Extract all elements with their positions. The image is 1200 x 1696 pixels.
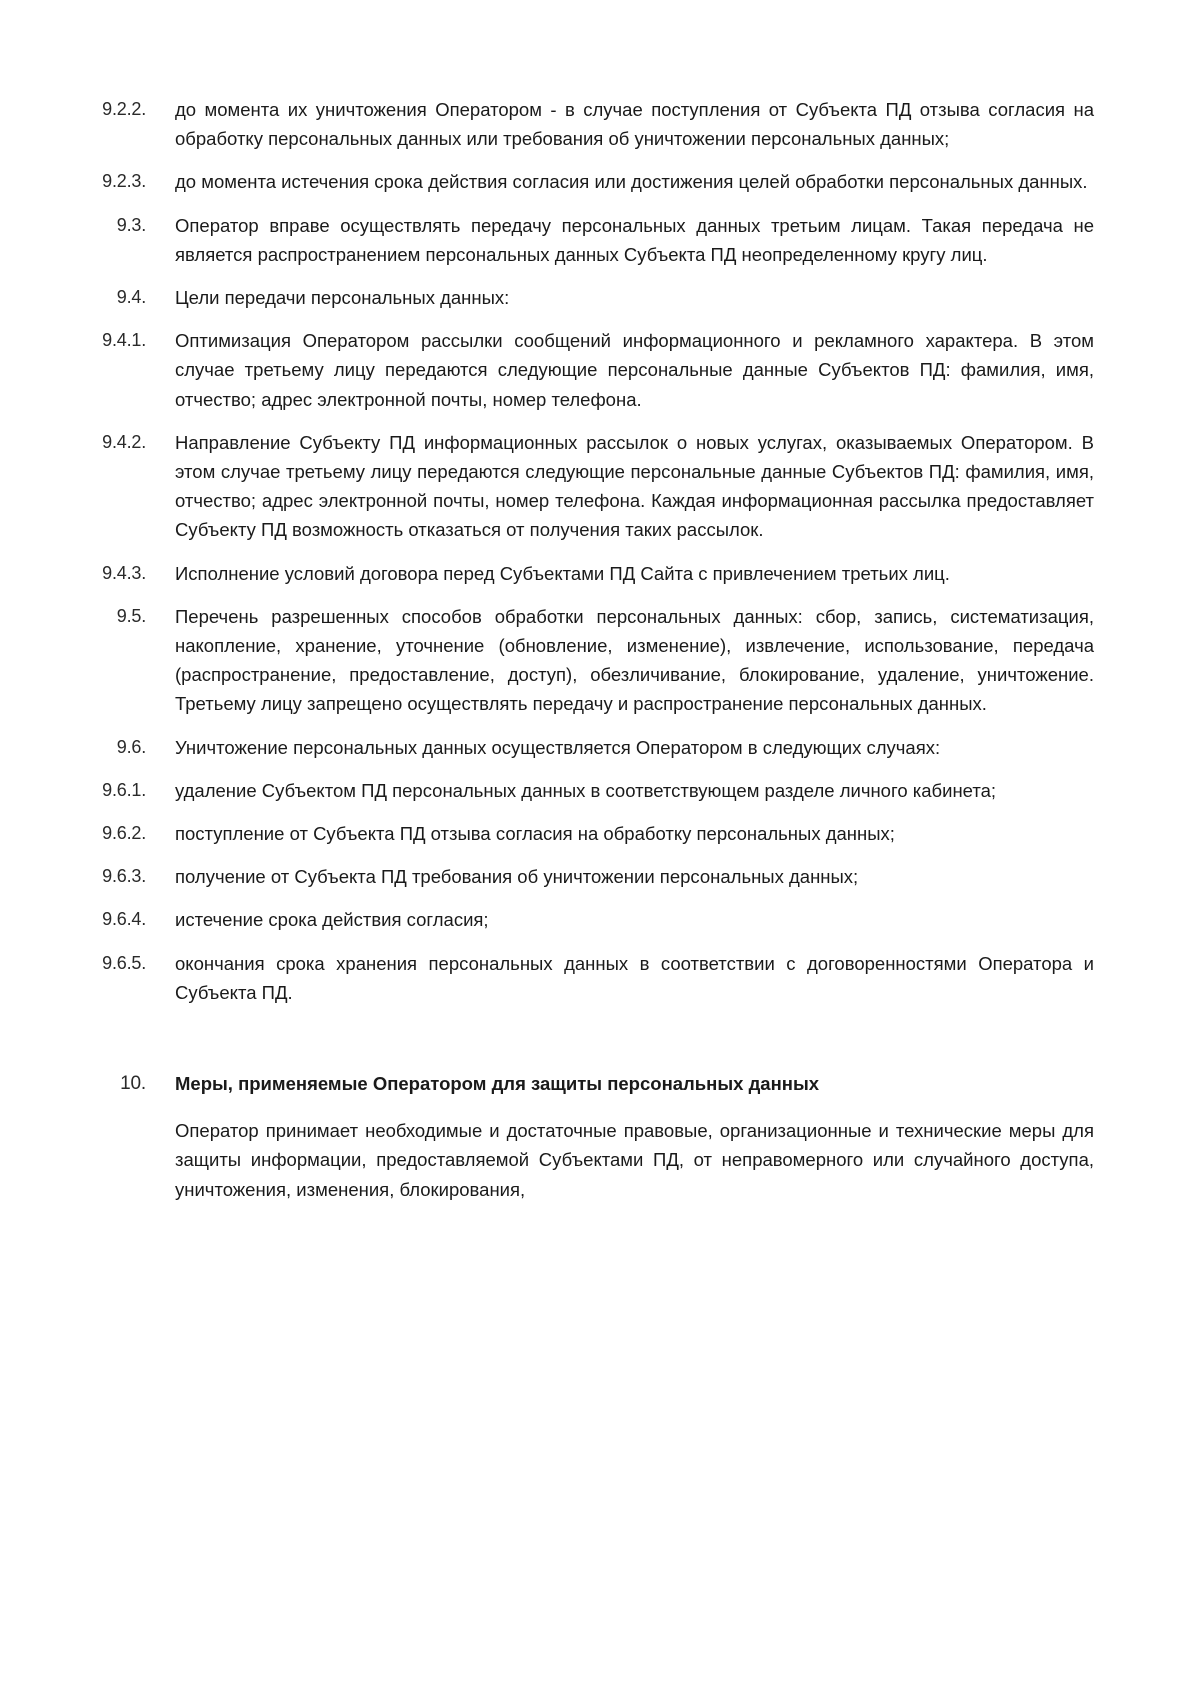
item-text: получение от Субъекта ПД требования об уничтожении персональных данных; — [175, 866, 859, 888]
item-text: Перечень разрешенных способов обработки персональных данных: сбор, запись, систематизация, накопление, хранение, уточнение (обновление, изменение), извлечение, использование, передача (распространение, предоставление, доступ), обезличивание, блокирование, удаление, уничтожение. Третьему лицу запрещено осуществлять передачу и распространение персональных данных. — [175, 605, 1094, 715]
list-item-9-2-2 — [0, 95, 1200, 153]
item-number: 9.6.2. — [102, 823, 146, 844]
item-text: истечение срока действия согласия; — [175, 909, 489, 931]
item-text: Оптимизация Оператором рассылки сообщений информационного и рекламного характера. В этом случае третьему лицу передаются следующие персональные данные Субъектов ПД: фамилия, имя, отчество; адрес электронной почты, номер телефона. — [175, 330, 1094, 410]
list-item-9-5 — [0, 602, 1200, 719]
list-item-9-6-2 — [0, 819, 1200, 848]
item-text: Направление Субъекту ПД информационных рассылок о новых услугах, оказываемых Оператором. В этом случае третьему лицу передаются следующие персональные данные Субъектов ПД: фамилия, имя, отчество; адрес электронной почты, номер телефона. Каждая информационная рассылка предоставляет Субъекту ПД возможность отказаться от получения таких рассылок. — [175, 431, 1094, 541]
item-text: поступление от Субъекта ПД отзыва согласия на обработку персональных данных; — [175, 823, 895, 845]
list-item-9-4-3 — [0, 559, 1200, 588]
item-number: 9.6.5. — [102, 952, 146, 973]
item-number: 9.6.3. — [102, 866, 146, 887]
list-item-9-6-3 — [0, 862, 1200, 891]
list-item-9-6-4 — [0, 905, 1200, 934]
item-text: до момента их уничтожения Оператором - в случае поступления от Субъекта ПД отзыва согласия на обработку персональных данных или требования об уничтожении персональных данных; — [175, 99, 1094, 150]
list-item-9-6 — [0, 733, 1200, 762]
list-item-9-4 — [0, 283, 1200, 312]
item-text: окончания срока хранения персональных данных в соответствии с договоренностями Оператора и Субъекта ПД. — [175, 952, 1094, 1003]
list-item-9-6-1 — [0, 776, 1200, 805]
item-number: 9.3. — [116, 214, 146, 235]
item-number: 9.6. — [116, 736, 146, 757]
item-text: Уничтожение персональных данных осуществляется Оператором в следующих случаях: — [175, 736, 941, 758]
section-paragraph — [0, 1116, 1200, 1204]
list-item-9-4-1 — [0, 326, 1200, 414]
section-number: 10. — [120, 1073, 146, 1095]
item-text: до момента истечения срока действия согласия или достижения целей обработки персональных данных. — [175, 171, 1088, 193]
item-text: Оператор вправе осуществлять передачу персональных данных третьим лицам. Такая передача не является распространением персональных данных Субъекта ПД неопределенному кругу лиц. — [175, 214, 1094, 265]
list-item-9-4-2 — [0, 428, 1200, 545]
item-text: удаление Субъектом ПД персональных данных в соответствующем разделе личного кабинета; — [175, 779, 997, 801]
item-number: 9.5. — [116, 605, 146, 626]
item-number: 9.2.2. — [102, 99, 146, 119]
list-item-9-3 — [0, 211, 1200, 269]
list-item-9-6-5 — [0, 949, 1200, 1007]
item-number: 9.6.4. — [102, 909, 146, 930]
section-title: Меры, применяемые Оператором для защиты персональных данных — [175, 1073, 820, 1095]
paragraph-text: Оператор принимает необходимые и достаточные правовые, организационные и технические меры для защиты информации, предоставляемой Субъектами ПД, от неправомерного или случайного доступа, уничтожения, изменения, блокирования, — [175, 1120, 1094, 1200]
section-heading-10 — [0, 1069, 1200, 1098]
item-number: 9.4.2. — [102, 431, 146, 452]
item-text: Исполнение условий договора перед Субъектами ПД Сайта с привлечением третьих лиц. — [175, 562, 950, 584]
item-text: Цели передачи персональных данных: — [175, 287, 510, 309]
list-item-9-2-3 — [0, 167, 1200, 196]
item-number: 9.4. — [116, 287, 146, 308]
item-number: 9.4.3. — [102, 562, 146, 583]
item-number: 9.4.1. — [102, 330, 146, 351]
document-content — [0, 95, 1200, 1204]
item-number: 9.6.1. — [102, 779, 146, 800]
item-number: 9.2.3. — [102, 171, 146, 192]
